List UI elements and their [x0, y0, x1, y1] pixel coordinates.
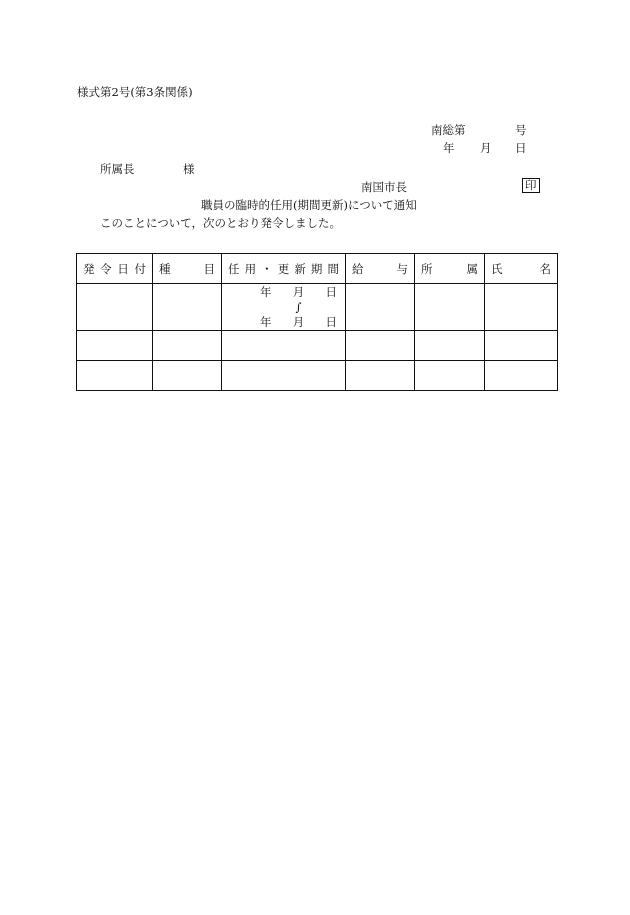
- cell-salary: [346, 284, 415, 331]
- cell-issue-date: [77, 361, 153, 391]
- cell-category: [153, 284, 222, 331]
- header-issue-date-chars: [83, 261, 146, 277]
- header-char: ・: [261, 261, 273, 276]
- header-char: 期: [310, 261, 323, 276]
- appointment-table: [76, 253, 558, 391]
- addressee-honorific: 様: [183, 162, 195, 176]
- header-char: 目: [203, 261, 215, 276]
- header-char: 付: [134, 261, 146, 276]
- cell-category: [153, 361, 222, 391]
- header-category-chars: [159, 261, 215, 277]
- header-char: 給: [352, 261, 364, 276]
- header-char: 所: [421, 261, 433, 276]
- cell-department: [415, 361, 485, 391]
- header-department-chars: [421, 261, 478, 277]
- header-char: 名: [539, 261, 551, 276]
- issue-date-day: 日: [515, 141, 527, 155]
- period-start-month: 月: [292, 284, 305, 299]
- header-char: 与: [396, 261, 408, 276]
- header-char: 更: [277, 261, 290, 276]
- doc-number-prefix: 南総第: [431, 123, 466, 137]
- header-char: 令: [100, 261, 112, 276]
- subject-line: 職員の臨時的任用(期間更新)について通知: [201, 198, 417, 212]
- header-salary-chars: [352, 261, 408, 277]
- cell-name: [485, 331, 558, 361]
- header-char: 氏: [491, 261, 503, 276]
- header-period: [222, 254, 346, 284]
- seal-mark: 印: [522, 178, 540, 193]
- header-char: 属: [466, 261, 478, 276]
- header-char: 新: [294, 261, 306, 276]
- cell-department: [415, 331, 485, 361]
- period-start: [260, 285, 337, 300]
- period-end-month: 月: [292, 314, 305, 329]
- header-period-chars: [228, 261, 339, 277]
- header-char: 間: [327, 261, 339, 276]
- cell-issue-date: [77, 284, 153, 331]
- issue-date-year: 年: [443, 141, 455, 155]
- header-salary: [346, 254, 415, 284]
- header-department: [415, 254, 485, 284]
- cell-issue-date: [77, 331, 153, 361]
- header-char: 用: [244, 261, 257, 276]
- body-text: このことについて，次のとおり発令しました。: [100, 216, 342, 230]
- header-name-chars: [491, 261, 551, 277]
- doc-number-suffix: 号: [515, 123, 527, 137]
- cell-department: [415, 284, 485, 331]
- addressee-title: 所属長: [100, 162, 135, 176]
- cell-period: [222, 284, 346, 331]
- period-range-mark: ∫: [295, 299, 302, 314]
- period-end: [260, 315, 337, 330]
- header-char: 種: [159, 261, 171, 276]
- header-category: [153, 254, 222, 284]
- issuer-name: 南国市長: [361, 180, 407, 194]
- header-char: 発: [83, 261, 95, 276]
- form-label: 様式第2号(第3条関係): [77, 85, 193, 99]
- cell-name: [485, 361, 558, 391]
- cell-period: [222, 361, 346, 391]
- header-char: 任: [228, 261, 240, 276]
- cell-salary: [346, 361, 415, 391]
- period-end-year: 年: [260, 314, 272, 329]
- header-name: [485, 254, 558, 284]
- period-end-day: 日: [325, 314, 337, 329]
- cell-category: [153, 331, 222, 361]
- issue-date-month: 月: [480, 141, 492, 155]
- period-start-day: 日: [325, 284, 337, 299]
- cell-period: [222, 331, 346, 361]
- cell-salary: [346, 331, 415, 361]
- header-issue-date: [77, 254, 153, 284]
- period-start-year: 年: [260, 284, 272, 299]
- cell-name: [485, 284, 558, 331]
- header-char: 日: [117, 261, 129, 276]
